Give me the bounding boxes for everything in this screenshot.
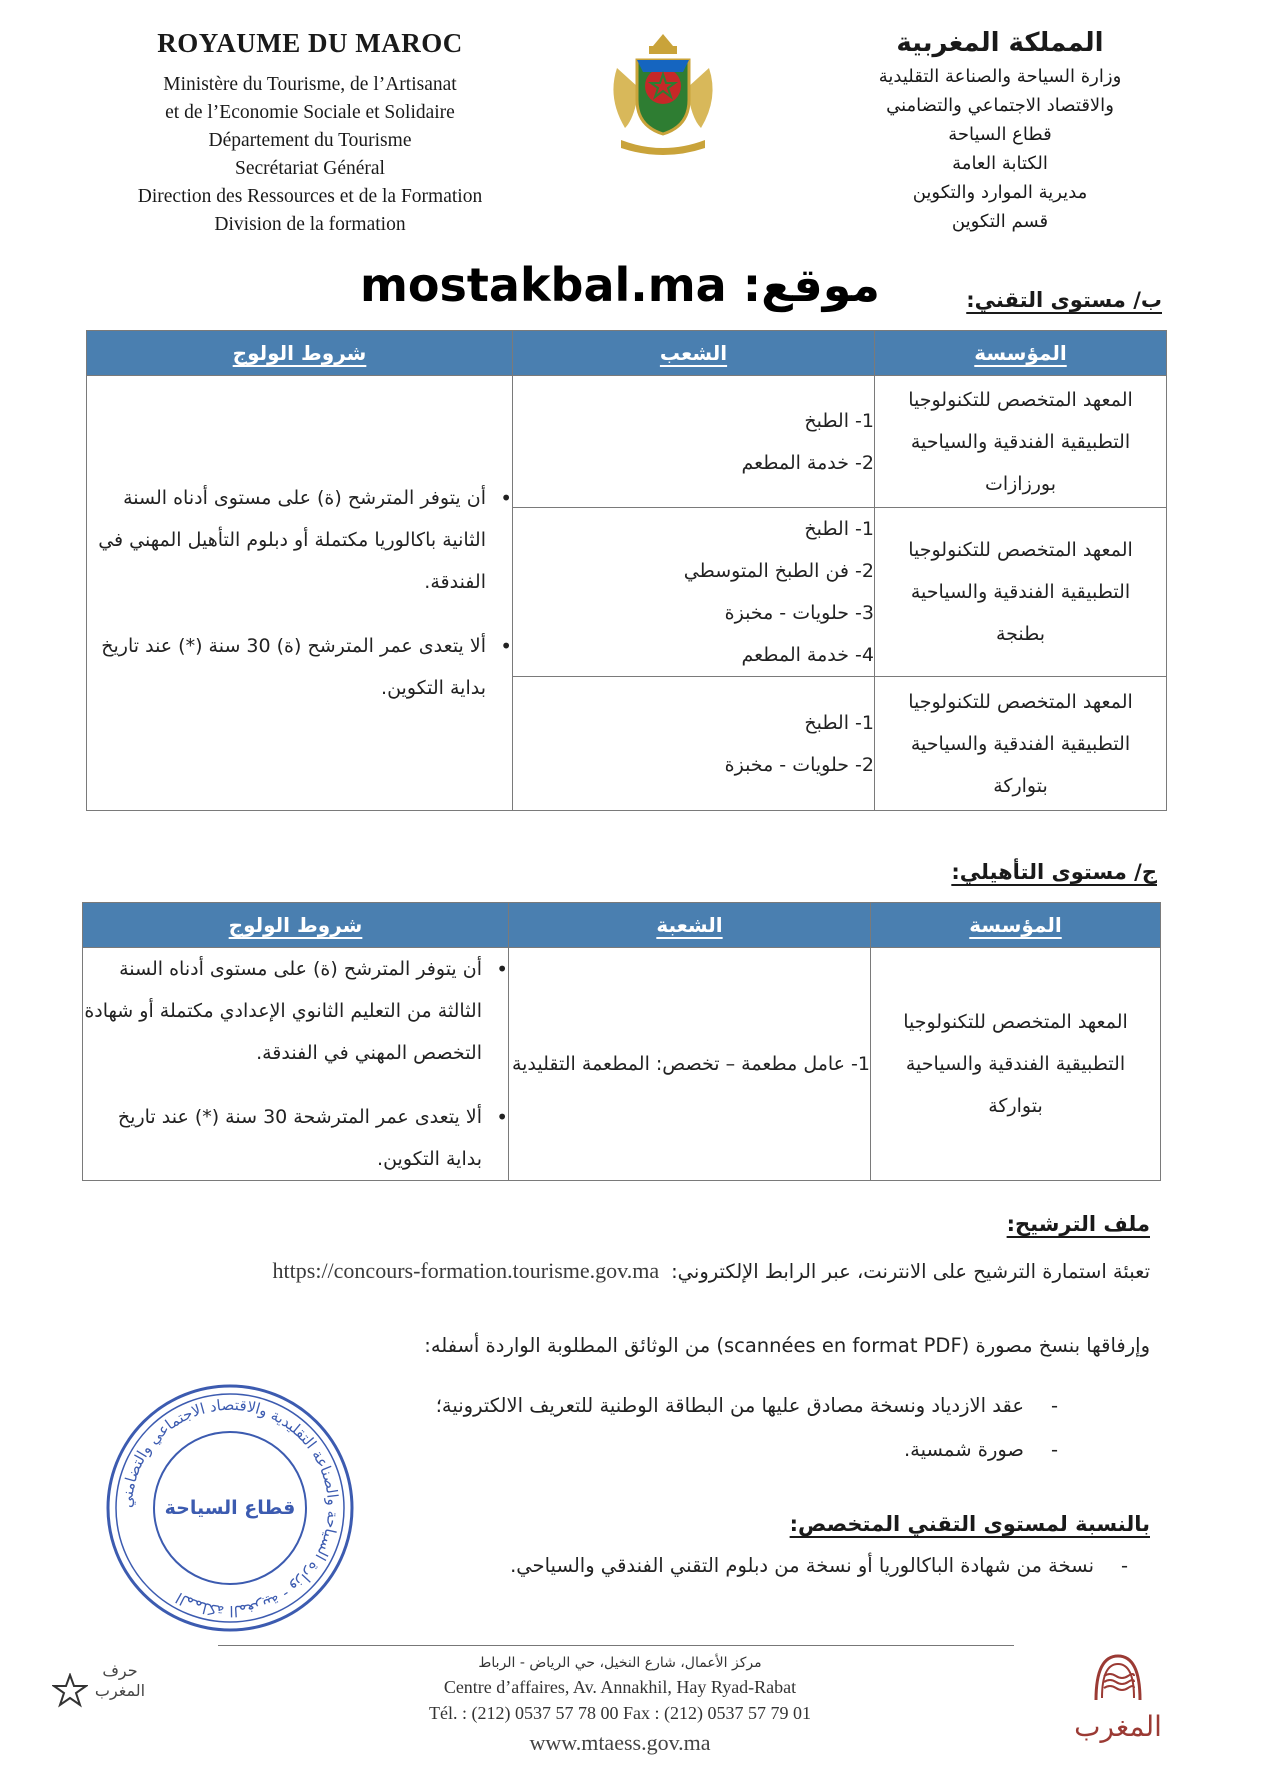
footer-phone-fax: Tél. : (212) 0537 57 78 00 Fax : (212) 0537 57 79 01	[429, 1703, 811, 1723]
branches-cell	[513, 677, 875, 811]
institution-line: المعهد المتخصص للتكنولوجيا	[903, 1011, 1128, 1033]
branches-cell	[513, 376, 875, 508]
application-link[interactable]: https://concours-formation.tourisme.gov.ma	[272, 1258, 660, 1283]
header-french	[110, 28, 510, 239]
branch-item: 1- الطبخ	[804, 409, 874, 432]
section-b-title: ب/ مستوى التقني:	[966, 288, 1162, 312]
section-c-title: ج/ مستوى التأهيلي:	[951, 860, 1157, 884]
harf-almaghrib-logo	[50, 1655, 160, 1735]
branch-item: 2- خدمة المطعم	[741, 451, 874, 474]
dossier-line-1	[230, 1258, 1150, 1284]
condition-item: • ألا يتعدى عمر المترشحة 30 سنة (*) عند تاريخ بداية التكوين.	[83, 1096, 508, 1180]
division-line: Division de la formation	[214, 214, 406, 235]
institution-cell	[875, 677, 1167, 811]
footer-address-fr: Centre d’affaires, Av. Annakhil, Hay Ryad-Rabat	[443, 1677, 797, 1697]
conditions-cell	[83, 948, 509, 1181]
col-header-conditions: شروط الولوج	[83, 903, 509, 948]
col-header-branch: الشعبة	[509, 903, 871, 948]
institution-city: بطنجة	[995, 623, 1046, 645]
department-line: Département du Tourisme	[208, 130, 412, 151]
institution-line: المعهد المتخصص للتكنولوجيا	[908, 388, 1133, 411]
list-item: - صورة شمسية.	[224, 1428, 1064, 1472]
dossier-instruction: تعبئة استمارة الترشيح على الانترنت، عبر الرابط الإلكتروني:	[671, 1260, 1150, 1283]
conditions-cell	[87, 376, 513, 811]
coat-of-arms-icon	[597, 28, 729, 160]
institution-city: بتواركة	[993, 774, 1048, 797]
kingdom-title-fr: ROYAUME DU MAROC	[157, 28, 463, 58]
institution-cell	[875, 508, 1167, 677]
institution-line: التطبيقية الفندقية والسياحية	[905, 1053, 1126, 1075]
branch-item: 4- خدمة المطعم	[741, 644, 874, 666]
footer-divider	[218, 1645, 1014, 1646]
institution-line: المعهد المتخصص للتكنولوجيا	[908, 539, 1133, 561]
site-watermark-banner: موقع: mostakbal.ma	[360, 258, 881, 312]
footer-website[interactable]: www.mtaess.gov.ma	[529, 1730, 711, 1755]
header-arabic	[860, 28, 1140, 236]
list-item: - نسخة من شهادة الباكالوريا أو نسخة من دبلوم التقني الفندقي والسياحي.	[274, 1554, 1134, 1577]
institution-line: التطبيقية الفندقية والسياحية	[910, 430, 1131, 453]
specialized-list	[274, 1554, 1134, 1577]
footer-address-ar: مركز الأعمال، شارع النخيل، حي الرياض - الرباط	[478, 1655, 762, 1671]
branch-item: 3- حلويات - مخبزة	[724, 602, 874, 624]
branch-item: 1- الطبخ	[804, 711, 874, 734]
ministry-line-ar-2: والاقتصاد الاجتماعي والتضامني	[886, 95, 1114, 116]
institution-line: التطبيقية الفندقية والسياحية	[910, 732, 1131, 755]
ministry-line-1: Ministère du Tourisme, de l’Artisanat	[163, 74, 457, 95]
institution-line: المعهد المتخصص للتكنولوجيا	[908, 690, 1133, 713]
qualification-level-table	[82, 902, 1161, 1181]
col-header-branches: الشعب	[513, 331, 875, 376]
harf-logo-text-1: حرف	[102, 1661, 138, 1680]
institution-cell	[875, 376, 1167, 508]
sector-line-ar: قطاع السياحة	[948, 124, 1052, 145]
dossier-title: ملف الترشيح:	[1006, 1212, 1150, 1236]
list-item: - عقد الازدياد ونسخة مصادق عليها من البطاقة الوطنية للتعريف الالكترونية؛	[224, 1384, 1064, 1428]
dossier-line-2: وإرفاقها بنسخ مصورة (scannées en format PDF) من الوثائق المطلوبة الواردة أسفله:	[424, 1334, 1150, 1357]
condition-item: • أن يتوفر المترشح (ة) على مستوى أدناه السنة الثالثة من التعليم الثانوي الإعدادي مكتملة أو شهادة التخصص المهني في الفندقة.	[83, 948, 508, 1074]
branch-cell: 1- عامل مطعمة – تخصص: المطعمة التقليدية	[509, 948, 871, 1181]
technician-level-table	[86, 330, 1167, 811]
condition-item: • ألا يتعدى عمر المترشح (ة) 30 سنة (*) عند تاريخ بداية التكوين.	[87, 625, 512, 709]
institution-line: التطبيقية الفندقية والسياحية	[910, 581, 1131, 603]
branches-cell	[513, 508, 875, 677]
condition-item: • أن يتوفر المترشح (ة) على مستوى أدناه السنة الثانية باكالوريا مكتملة أو دبلوم التأهيل المهني في الفندقة.	[87, 477, 512, 603]
branch-item: 1- الطبخ	[804, 518, 874, 540]
col-header-conditions: شروط الولوج	[87, 331, 513, 376]
branch-item: 2- فن الطبخ المتوسطي	[683, 560, 874, 582]
stamp-center-text: قطاع السياحة	[164, 1497, 296, 1519]
secretariat-line: Secrétariat Général	[235, 158, 385, 179]
maroc-logo-text: المغرب	[1074, 1710, 1162, 1743]
col-header-institution: المؤسسة	[875, 331, 1167, 376]
ministry-line-ar-1: وزارة السياحة والصناعة التقليدية	[878, 66, 1122, 87]
table-row	[83, 948, 1161, 1181]
col-header-institution: المؤسسة	[871, 903, 1161, 948]
official-stamp	[102, 1380, 358, 1636]
institution-cell	[871, 948, 1161, 1181]
ministry-line-2: et de l’Economie Sociale et Solidaire	[165, 102, 455, 123]
footer	[340, 1652, 900, 1760]
division-line-ar: قسم التكوين	[951, 211, 1049, 232]
institution-city: بتواركة	[988, 1095, 1043, 1117]
harf-logo-text-2: المغرب	[94, 1681, 146, 1700]
maroc-logo-icon	[1090, 1650, 1146, 1706]
secretariat-line-ar: الكتابة العامة	[952, 153, 1048, 174]
stamp-outer-text: المملكة المغربية - وزارة السياحة والصناعة التقليدية والاقتصاد الاجتماعي والتضامني	[117, 1395, 343, 1621]
direction-line: Direction des Ressources et de la Formation	[137, 186, 483, 207]
star-icon	[52, 1673, 88, 1709]
direction-line-ar: مديرية الموارد والتكوين	[912, 182, 1088, 203]
branch-item: 2- حلويات - مخبزة	[724, 753, 874, 776]
table-row	[87, 376, 1167, 508]
institution-city: بورزازات	[984, 472, 1057, 495]
specialized-title: بالنسبة لمستوى التقني المتخصص:	[789, 1512, 1150, 1536]
maroc-tourism-logo	[1063, 1650, 1173, 1743]
kingdom-title-ar: المملكة المغربية	[896, 28, 1104, 58]
